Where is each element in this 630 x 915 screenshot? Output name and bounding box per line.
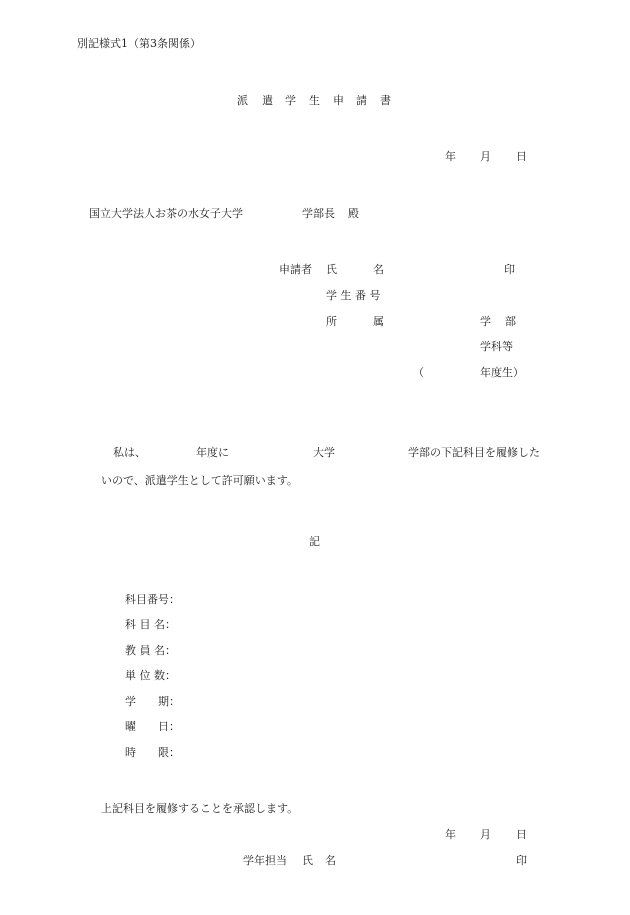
applicant-label: 申請者	[279, 263, 312, 276]
date-day-label: 日	[516, 150, 527, 163]
title-char: 派	[237, 94, 248, 107]
body-line1-part2: 年度に	[196, 446, 229, 459]
date-year-label: 年	[445, 150, 456, 163]
affiliation-label-1: 所	[326, 315, 337, 328]
enrollment-open-paren: （	[413, 366, 424, 379]
approval-day-label: 日	[516, 828, 527, 841]
title-char: 申	[333, 94, 344, 107]
title-char: 学	[285, 94, 296, 107]
title-char: 遣	[262, 94, 273, 107]
title-char: 生	[309, 94, 320, 107]
faculty-label-1: 学	[480, 315, 491, 328]
addressee-dean: 学部長	[302, 207, 335, 220]
body-line1-part1: 私は、	[113, 446, 146, 459]
ki-heading: 記	[309, 535, 320, 548]
approver-name-label-1: 氏	[302, 854, 313, 867]
approver-role-label: 学年担当	[243, 854, 287, 867]
applicant-seal-label: 印	[504, 263, 515, 276]
approver-name-label-2: 名	[325, 854, 336, 867]
course-item-label: 教 員 名：	[125, 644, 176, 657]
course-item-label: 単 位 数：	[125, 669, 176, 682]
approval-year-label: 年	[445, 828, 456, 841]
approver-seal-label: 印	[516, 854, 527, 867]
addressee-university: 国立大学法人お茶の水女子大学	[89, 207, 243, 220]
student-number-label: 学 生 番 号	[326, 289, 381, 302]
title-char: 請	[356, 94, 367, 107]
body-line1-part3: 大学	[313, 446, 335, 459]
course-item-label: 科 目 名：	[125, 618, 176, 631]
enrollment-year-label: 年度生）	[480, 366, 524, 379]
course-item-label: 学 期：	[125, 695, 180, 708]
form-label: 別記様式1（第3条関係）	[77, 37, 201, 50]
date-month-label: 月	[480, 150, 491, 163]
applicant-name-label-2: 名	[373, 263, 384, 276]
course-item-label: 科目番号：	[125, 593, 180, 606]
body-line2: いので、派遣学生として許可願います。	[101, 474, 298, 487]
approval-month-label: 月	[480, 828, 491, 841]
course-item-label: 曜 日：	[125, 720, 180, 733]
faculty-label-2: 部	[505, 315, 516, 328]
title-char: 書	[380, 94, 391, 107]
department-label: 学科等	[480, 340, 513, 353]
approval-text: 上記科目を履修することを承認します。	[101, 802, 299, 815]
addressee-honorific: 殿	[348, 207, 359, 220]
affiliation-label-2: 属	[373, 315, 384, 328]
applicant-name-label-1: 氏	[326, 263, 337, 276]
course-item-label: 時 限：	[125, 746, 180, 759]
body-line1-part4: 学部の下記科目を履修した	[408, 446, 540, 459]
